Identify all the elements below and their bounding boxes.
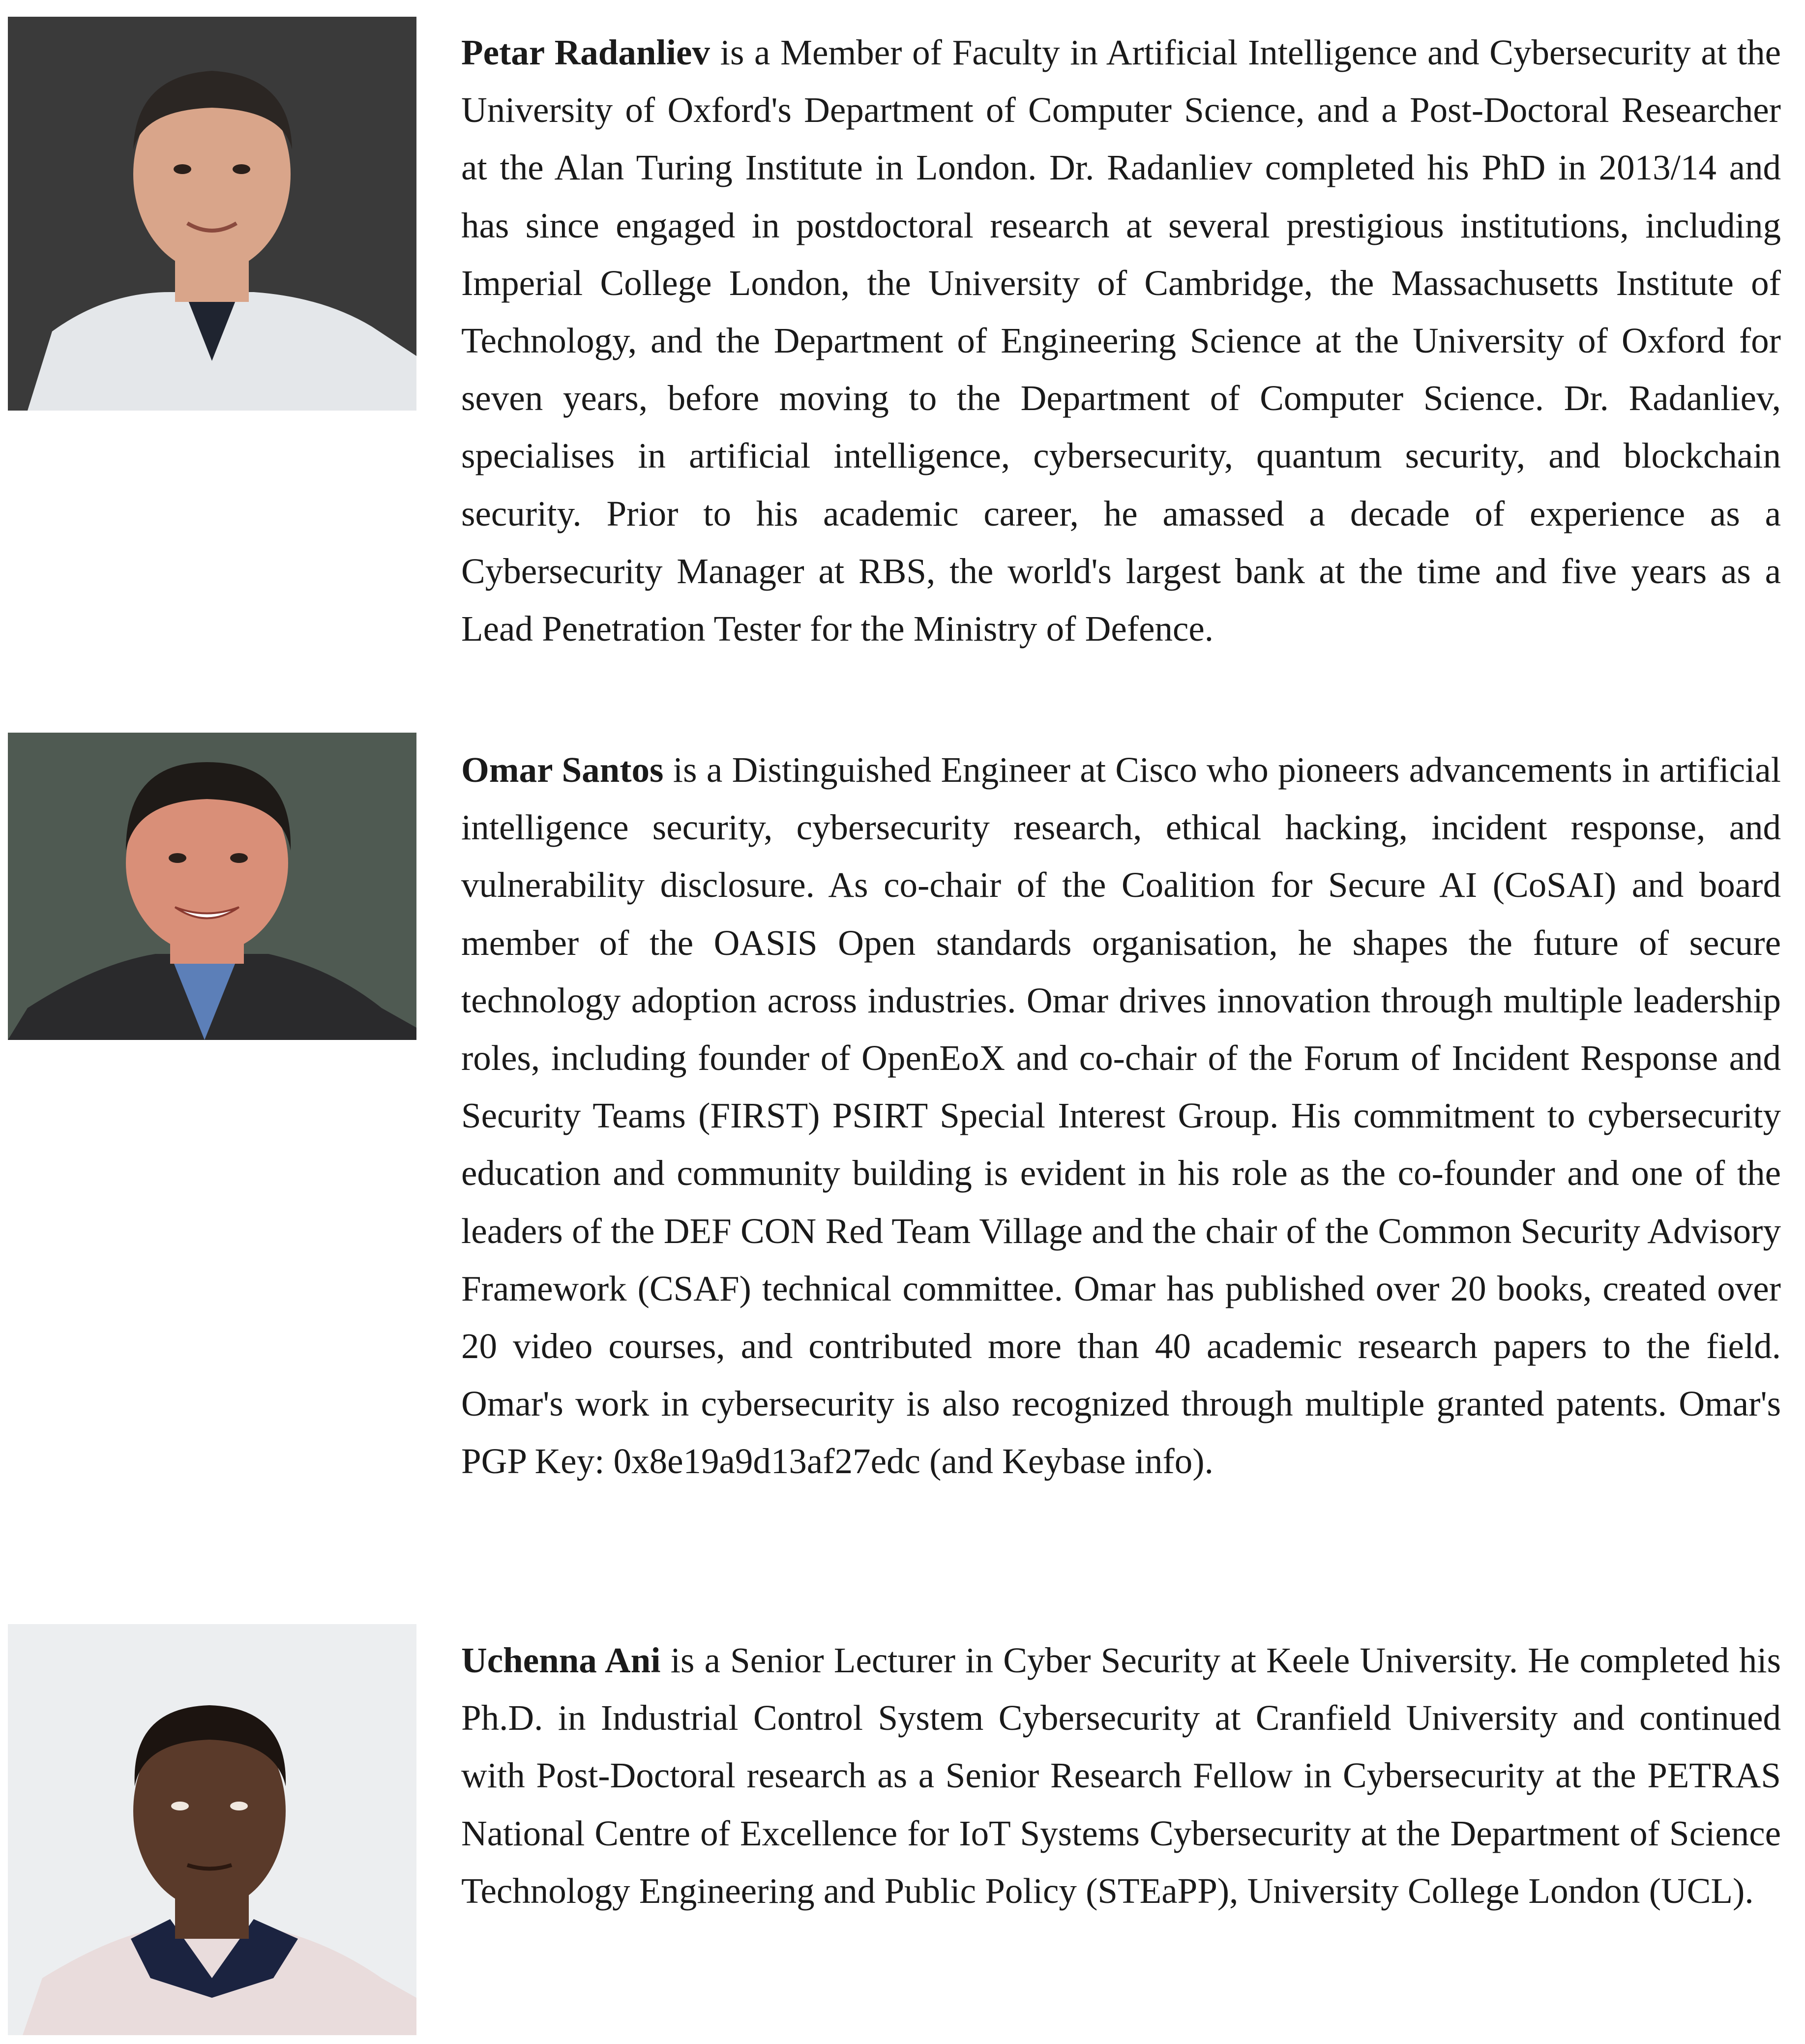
bio-paragraph [461,24,1781,657]
bio-text: is a Senior Lecturer in Cyber Security at Keele University. He completed his Ph.D. in Industrial Control System Cybersecurity at Cranfield University and continued with Post-Doctoral research as a Senior Research Fellow in Cybersecurity at the PETRAS National Centre of Excellence for IoT Systems Cybersecurity at the Department of Science Technology Engineering and Public Policy (STEaPP), University College London (UCL). [461,1640,1781,1911]
bio-text: is a Member of Faculty in Artificial Intelligence and Cybersecurity at the University of Oxford's Department of Computer Science, and a Post-Doctoral Researcher at the Alan Turing Institute in London. Dr. Radanliev completed his PhD in 2013/14 and has since engaged in postdoctoral research at several prestigious institutions, including Imperial College London, the University of Cambridge, the Massachusetts Institute of Technology, and the Department of Engineering Science at the University of Oxford for seven years, before moving to the Department of Computer Science. Dr. Radanliev, specialises in artificial intelligence, cybersecurity, quantum security, and blockchain security. Prior to his academic career, he amassed a decade of experience as a Cybersecurity Manager at RBS, the world's largest bank at the time and five years as a Lead Penetration Tester for the Ministry of Defence. [461,32,1781,649]
portrait-image [8,17,416,411]
bio-paragraph [461,1631,1781,1920]
portrait-photo [8,1624,416,2035]
portrait-image [8,733,416,1040]
person-name: Uchenna Ani [461,1640,661,1680]
person-name: Petar Radanliev [461,32,710,72]
portrait-photo [8,17,416,411]
bio-text: is a Distinguished Engineer at Cisco who pioneers advancements in artificial intelligence security, cybersecurity research, ethical hacking, incident response, and vulnerability disclosure. As co-chair of the Coalition for Secure AI (CoSAI) and board member of the OASIS Open standards organisation, he shapes the future of secure technology adoption across industries. Omar drives innovation through multiple leadership roles, including founder of OpenEoX and co-chair of the Forum of Incident Response and Security Teams (FIRST) PSIRT Special Interest Group. His commitment to cybersecurity education and community building is evident in his role as the co-founder and one of the leaders of the DEF CON Red Team Village and the chair of the Common Security Advisory Framework (CSAF) technical committee. Omar has published over 20 books, created over 20 video courses, and contributed more than 40 academic research papers to the field. Omar's work in cybersecurity is also recognized through multiple granted patents. Omar's PGP Key: 0x8e19a9d13af27edc (and Keybase info). [461,750,1781,1481]
person-name: Omar Santos [461,750,664,790]
bio-paragraph [461,741,1781,1490]
portrait-photo [8,733,416,1040]
portrait-image [8,1624,416,2035]
